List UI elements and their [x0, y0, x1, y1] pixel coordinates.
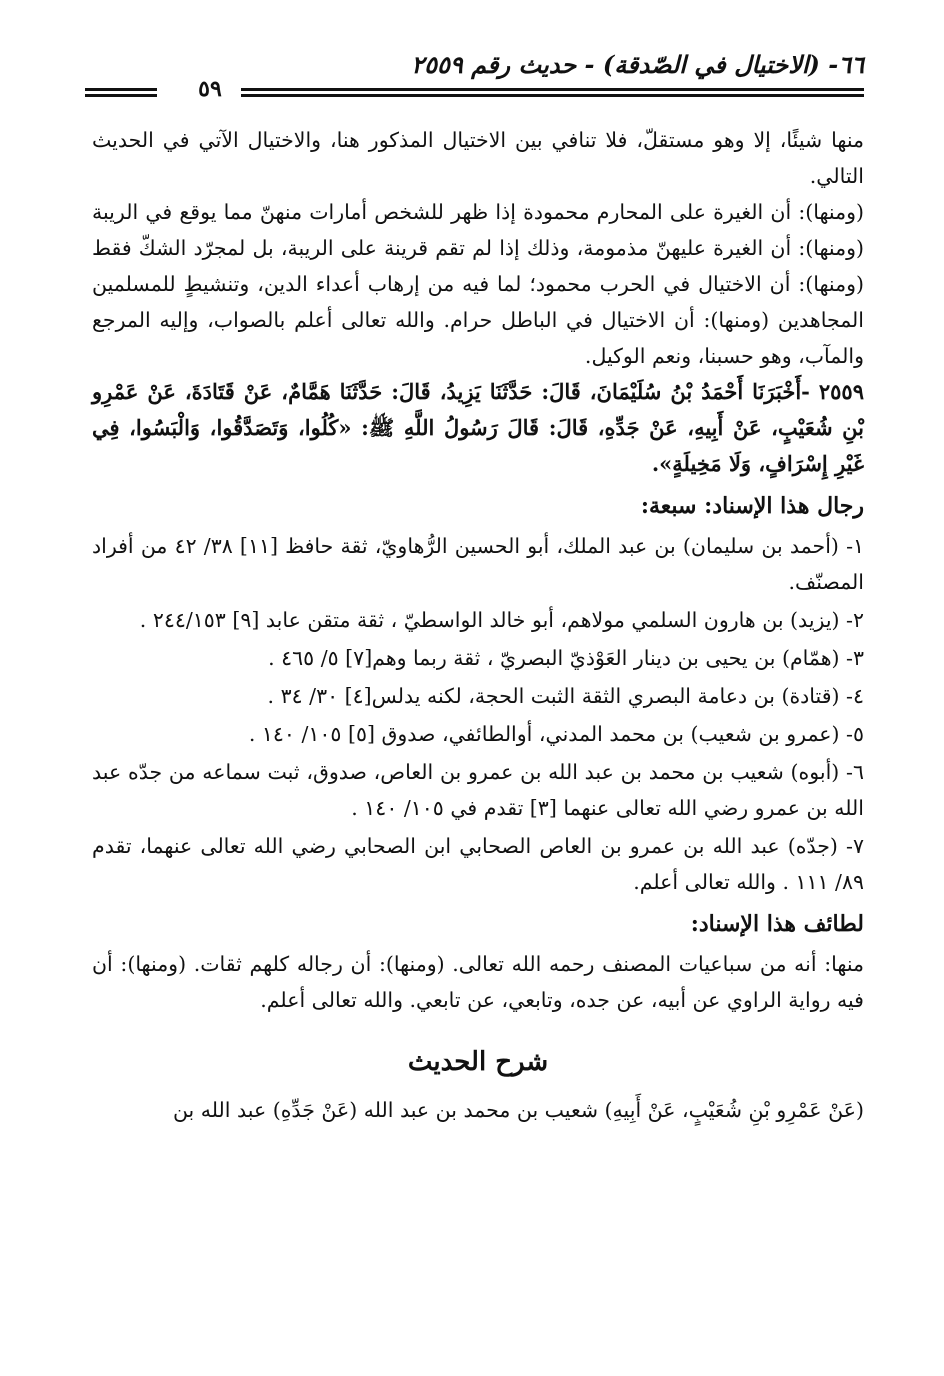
hadith-text: ٢٥٥٩ -أَخْبَرَنَا أَحْمَدُ بْنُ سُلَيْمَانَ، قَالَ: حَدَّثَنَا يَزِيدُ، قَالَ: حَدَّثَنَا هَمَّامٌ، عَنْ قَتَادَةَ، عَنْ عَمْرِو بْنِ شُعَيْبٍ، عَنْ أَبِيهِ، عَنْ جَدِّهِ، قَالَ: قَالَ رَسُولُ اللَّهِ ﷺ: «كُلُوا، وَتَصَدَّقُوا، وَالْبَسُوا، فِي غَيْرِ إِسْرَافٍ، وَلَا مَخِيلَةٍ». — [92, 379, 864, 476]
paragraph-continuation: منها شيئًا، إلا وهو مستقلّ، فلا تنافي بين الاختيال المذكور هنا، والاختيال الآتي في الحديث التالي. — [92, 128, 864, 188]
sharh-text: (عَنْ عَمْرِو بْنِ شُعَيْبٍ، عَنْ أَبِيهِ) شعيب بن محمد بن عبد الله (عَنْ جَدِّهِ) عبد الله بن — [172, 1098, 864, 1122]
paragraph-benefits: (ومنها): أن الغيرة على المحارم محمودة إذا ظهر للشخص أمارات منهنّ مما يوقع في الريبة (ومنها): أن الغيرة عليهنّ مذمومة، وذلك إذا لم تقم قرينة على الريبة، بل لمجرّد الشكّ فقط (ومنها): أن الاختيال في الحرب محمود؛ لما فيه من إرهاب أعداء الدين، وتنشيطٍ للمسلمين المجاهدين (ومنها): أن الاختيال في الباطل حرام. والله تعالى أعلم بالصواب، وإليه المرجع والمآب، وهو حسبنا، ونعم الوكيل. — [92, 200, 864, 368]
narrator-item: ٧- (جدّه) عبد الله بن عمرو بن العاص الصحابي ابن الصحابي رضي الله تعالى عنهما، تقدم ٨٩/ ١١١ . والله تعالى أعلم. — [92, 834, 864, 894]
narrator-item: ٥- (عمرو بن شعيب) بن محمد المدني، أوالطائفي، صدوق [٥] ١٠٥/ ١٤٠ . — [248, 722, 864, 746]
narrator-item: ٣- (همّام) بن يحيى بن دينار العَوْذيّ البصريّ ، ثقة ربما وهم[٧] ٥/ ٤٦٥ . — [268, 646, 864, 670]
rijal-heading: رجال هذا الإسناد: سبعة: — [640, 493, 864, 519]
running-title: ٦٦- (الاختيال في الصّدقة) - حديث رقم ٢٥٥٩ — [411, 50, 864, 79]
lataif-text: منها: أنه من سباعيات المصنف رحمه الله تعالى. (ومنها): أن رجاله كلهم ثقات. (ومنها): أن فيه رواية الراوي عن أبيه، عن جده، وتابعي، عن تابعي. والله تعالى أعلم. — [92, 952, 864, 1012]
sharh-heading: شرح الحديث — [407, 1047, 549, 1077]
header-rule-right — [241, 88, 864, 97]
narrator-item: ٦- (أبوه) شعيب بن محمد بن عبد الله بن عمرو بن العاص، صدوق، ثبت سماعه من جدّه عبد الله بن عمرو رضي الله تعالى عنهما [٣] تقدم في ١٠٥/ ١٤٠ . — [92, 760, 864, 820]
page-number: ٥٩ — [198, 76, 222, 102]
header-rules — [85, 76, 864, 104]
narrator-item: ٢- (يزيد) بن هارون السلمي مولاهم، أبو خالد الواسطيّ ، ثقة متقن عابد [٩] ٢٤٤/١٥٣ . — [139, 608, 864, 632]
page-body — [92, 122, 864, 1128]
narrator-item: ٤- (قتادة) بن دعامة البصري الثقة الثبت الحجة، لكنه يدلس[٤] ٣٠/ ٣٤ . — [267, 684, 864, 708]
lataif-heading: لطائف هذا الإسناد: — [690, 911, 864, 937]
header-rule-left — [85, 88, 157, 97]
narrator-item: ١- (أحمد بن سليمان) بن عبد الملك، أبو الحسين الرُّهاويّ، ثقة حافظ [١١] ٣٨/ ٤٢ من أفراد المصنّف. — [92, 534, 865, 594]
